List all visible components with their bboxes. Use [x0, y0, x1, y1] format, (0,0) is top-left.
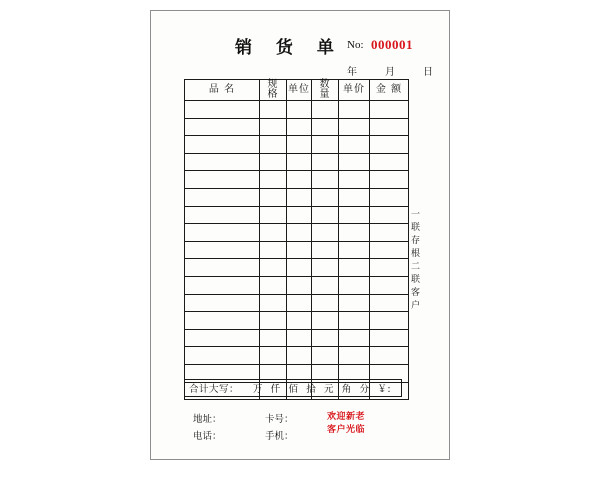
header-item-name: 品 名	[185, 80, 260, 101]
side-note-char-7: 户	[410, 301, 421, 311]
cell-unit-price[interactable]	[339, 241, 370, 259]
side-note-char-1: 联	[410, 223, 421, 233]
items-table	[184, 79, 409, 400]
cell-spec[interactable]	[260, 153, 287, 171]
cell-unit-price[interactable]	[339, 224, 370, 242]
cell-unit[interactable]	[287, 136, 312, 154]
cell-item-name[interactable]	[185, 347, 260, 365]
cell-unit-price[interactable]	[339, 118, 370, 136]
cell-unit[interactable]	[287, 153, 312, 171]
table-row	[185, 206, 409, 224]
cell-amount[interactable]	[370, 136, 409, 154]
header-amount: 金 额	[370, 80, 409, 101]
table-row	[185, 347, 409, 365]
cell-unit-price[interactable]	[339, 136, 370, 154]
card-label: 卡号：	[265, 414, 294, 425]
cell-item-name[interactable]	[185, 294, 260, 312]
side-note-char-3: 根	[410, 249, 421, 259]
table-row	[185, 259, 409, 277]
cell-spec[interactable]	[260, 118, 287, 136]
cell-quantity[interactable]	[312, 136, 339, 154]
total-unit-3: 拾	[306, 384, 317, 395]
cell-quantity[interactable]	[312, 312, 339, 330]
side-note-char-5: 联	[410, 275, 421, 285]
total-row	[184, 379, 402, 397]
cell-item-name[interactable]	[185, 312, 260, 330]
cell-unit-price[interactable]	[339, 312, 370, 330]
cell-unit-price[interactable]	[339, 171, 370, 189]
cell-item-name[interactable]	[185, 329, 260, 347]
address-label: 地址：	[193, 414, 222, 425]
cell-quantity[interactable]	[312, 171, 339, 189]
cell-unit-price[interactable]	[339, 188, 370, 206]
side-note-char-6: 客	[410, 288, 421, 298]
cell-quantity[interactable]	[312, 276, 339, 294]
date-month-label: 月	[385, 67, 395, 78]
cell-amount[interactable]	[370, 329, 409, 347]
cell-amount[interactable]	[370, 118, 409, 136]
total-label: 合计大写：	[189, 384, 240, 395]
cell-unit[interactable]	[287, 206, 312, 224]
header-spec: 规 格	[260, 80, 287, 101]
cell-amount[interactable]	[370, 101, 409, 119]
cell-unit-price[interactable]	[339, 153, 370, 171]
cell-spec[interactable]	[260, 347, 287, 365]
cell-amount[interactable]	[370, 171, 409, 189]
cell-item-name[interactable]	[185, 276, 260, 294]
cell-spec[interactable]	[260, 294, 287, 312]
total-unit-7: ￥:	[377, 384, 392, 395]
cell-spec[interactable]	[260, 241, 287, 259]
cell-item-name[interactable]	[185, 241, 260, 259]
date-line	[347, 63, 433, 78]
cell-item-name[interactable]	[185, 153, 260, 171]
cell-spec[interactable]	[260, 312, 287, 330]
cell-amount[interactable]	[370, 206, 409, 224]
cell-item-name[interactable]	[185, 171, 260, 189]
cell-amount[interactable]	[370, 224, 409, 242]
table-row	[185, 118, 409, 136]
cell-amount[interactable]	[370, 276, 409, 294]
side-note-char-2: 存	[410, 236, 421, 246]
cell-item-name[interactable]	[185, 224, 260, 242]
page-title: 销 货 单	[235, 38, 343, 58]
receipt-no-value: 000001	[371, 37, 413, 52]
cell-quantity[interactable]	[312, 329, 339, 347]
table-row	[185, 294, 409, 312]
table-row	[185, 153, 409, 171]
cell-amount[interactable]	[370, 188, 409, 206]
table-row	[185, 241, 409, 259]
cell-quantity[interactable]	[312, 188, 339, 206]
cell-spec[interactable]	[260, 206, 287, 224]
welcome-line-1: 欢迎新老	[326, 412, 365, 422]
cell-amount[interactable]	[370, 347, 409, 365]
cell-amount[interactable]	[370, 259, 409, 277]
total-units	[239, 381, 401, 395]
mobile-label: 手机：	[265, 431, 294, 442]
cell-unit[interactable]	[287, 171, 312, 189]
header-unit-price: 单价	[339, 80, 370, 101]
cell-amount[interactable]	[370, 153, 409, 171]
cell-amount[interactable]	[370, 294, 409, 312]
cell-item-name[interactable]	[185, 118, 260, 136]
receipt-no-label: No:	[347, 39, 364, 51]
table-row	[185, 101, 409, 119]
cell-unit-price[interactable]	[339, 329, 370, 347]
cell-unit-price[interactable]	[339, 294, 370, 312]
cell-unit-price[interactable]	[339, 101, 370, 119]
cell-unit-price[interactable]	[339, 206, 370, 224]
cell-unit[interactable]	[287, 276, 312, 294]
table-row	[185, 329, 409, 347]
cell-quantity[interactable]	[312, 101, 339, 119]
table-row	[185, 224, 409, 242]
date-year-label: 年	[347, 67, 357, 78]
welcome-line-2: 客户光临	[326, 425, 365, 435]
cell-quantity[interactable]	[312, 259, 339, 277]
total-unit-6: 分	[359, 384, 370, 395]
cell-item-name[interactable]	[185, 206, 260, 224]
cell-spec[interactable]	[260, 171, 287, 189]
total-unit-0: 万	[252, 384, 263, 395]
cell-quantity[interactable]	[312, 294, 339, 312]
cell-spec[interactable]	[260, 224, 287, 242]
cell-quantity[interactable]	[312, 347, 339, 365]
table-row	[185, 188, 409, 206]
cell-quantity[interactable]	[312, 118, 339, 136]
cell-quantity[interactable]	[312, 224, 339, 242]
cell-amount[interactable]	[370, 312, 409, 330]
cell-unit[interactable]	[287, 118, 312, 136]
cell-unit[interactable]	[287, 259, 312, 277]
welcome-note	[306, 411, 386, 437]
table-row	[185, 136, 409, 154]
cell-quantity[interactable]	[312, 206, 339, 224]
header-unit: 单位	[287, 80, 312, 101]
cell-item-name[interactable]	[185, 101, 260, 119]
cell-item-name[interactable]	[185, 259, 260, 277]
cell-quantity[interactable]	[312, 153, 339, 171]
cell-spec[interactable]	[260, 101, 287, 119]
cell-unit[interactable]	[287, 347, 312, 365]
copy-side-note	[409, 209, 423, 313]
total-unit-4: 元	[324, 384, 335, 395]
total-unit-5: 角	[341, 384, 352, 395]
cell-unit[interactable]	[287, 188, 312, 206]
sales-receipt-sheet	[150, 10, 450, 460]
cell-unit-price[interactable]	[339, 276, 370, 294]
cell-spec[interactable]	[260, 188, 287, 206]
cell-unit[interactable]	[287, 101, 312, 119]
cell-spec[interactable]	[260, 136, 287, 154]
table-row	[185, 312, 409, 330]
cell-unit[interactable]	[287, 312, 312, 330]
cell-unit-price[interactable]	[339, 259, 370, 277]
title-row	[173, 33, 431, 59]
cell-spec[interactable]	[260, 276, 287, 294]
cell-unit[interactable]	[287, 224, 312, 242]
table-row	[185, 171, 409, 189]
cell-item-name[interactable]	[185, 188, 260, 206]
cell-unit[interactable]	[287, 329, 312, 347]
date-day-label: 日	[423, 67, 433, 78]
cell-spec[interactable]	[260, 259, 287, 277]
phone-label: 电话：	[193, 431, 222, 442]
cell-unit[interactable]	[287, 241, 312, 259]
table-body	[185, 101, 409, 400]
cell-quantity[interactable]	[312, 241, 339, 259]
cell-spec[interactable]	[260, 329, 287, 347]
cell-unit[interactable]	[287, 294, 312, 312]
side-note-char-4: 二	[410, 262, 421, 272]
total-unit-1: 仟	[270, 384, 281, 395]
side-note-char-0: 一	[410, 210, 421, 220]
cell-amount[interactable]	[370, 241, 409, 259]
cell-unit-price[interactable]	[339, 347, 370, 365]
header-quantity: 数 量	[312, 80, 339, 101]
cell-item-name[interactable]	[185, 136, 260, 154]
total-unit-2: 佰	[288, 384, 299, 395]
table-row	[185, 276, 409, 294]
table-header-row	[185, 80, 409, 101]
